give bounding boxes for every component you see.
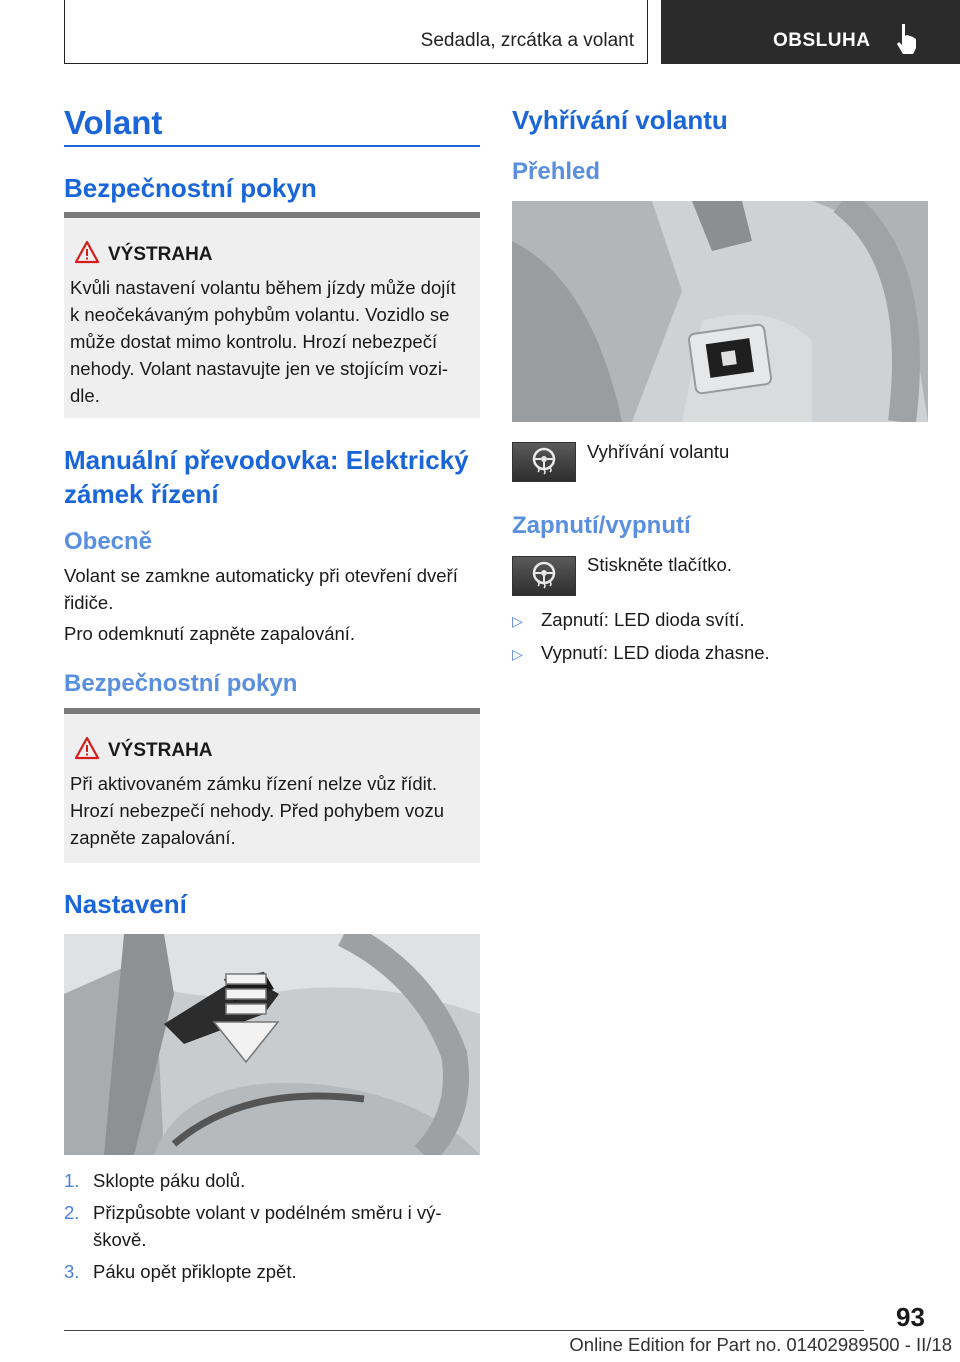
general-heading: Obecně [64, 528, 153, 555]
warning-line: Hrozí nebezpečí nehody. Před pohybem vozu [70, 800, 444, 821]
text-line: Volant se zamkne automaticky při otevření dveří [64, 565, 458, 586]
warning-triangle-icon [74, 240, 100, 264]
list-item [512, 639, 928, 672]
warning-text [70, 770, 470, 851]
warning-text [70, 274, 470, 409]
list-item [512, 606, 928, 639]
bullet-text: Vypnutí: LED dioda zhasne. [541, 642, 770, 663]
heading-line: Manuální převodovka: Elektrický [64, 445, 469, 475]
press-button-text: Stiskněte tlačítko. [587, 554, 732, 575]
warning-line: k neočekávaným pohybům volantu. Vozidlo se [70, 304, 450, 325]
heated-wheel-button-image [512, 442, 576, 482]
step-text: Sklopte páku dolů. [93, 1170, 246, 1191]
unlock-text: Pro odemknutí zapněte zapalování. [64, 623, 356, 644]
warning-box-2 [64, 708, 480, 863]
warning-box-1 [64, 212, 480, 418]
header-section-title: Sedadla, zrcátka a volant [420, 30, 634, 51]
step-text: Páku opět přiklopte zpět. [93, 1261, 297, 1282]
page-number: 93 [896, 1302, 925, 1332]
pointing-hand-icon [893, 22, 921, 56]
general-text [64, 562, 480, 616]
step-text: Přizpůsobte volant v podélném směru i vý- [93, 1202, 442, 1223]
safety-heading-2: Bezpečnostní pokyn [64, 670, 298, 697]
page-title: Volant [64, 104, 163, 141]
list-item [64, 1167, 480, 1199]
heading-line: zámek řízení [64, 479, 219, 509]
heated-steering-wheel-icon [513, 557, 575, 595]
list-item [64, 1199, 480, 1258]
header-chapter-tab [661, 0, 960, 64]
footer-rule [64, 1330, 864, 1331]
warning-title: VÝSTRAHA [108, 244, 213, 265]
manual-transmission-heading [64, 443, 469, 511]
warning-line: Při aktivovaném zámku řízení nelze vůz řídit. [70, 773, 438, 794]
list-item [64, 1258, 480, 1290]
header-chapter-label: OBSLUHA [773, 30, 871, 51]
steering-column-illustration [512, 201, 928, 422]
warning-title: VÝSTRAHA [108, 740, 213, 761]
heated-wheel-button-image [512, 556, 576, 596]
heated-steering-wheel-icon [513, 443, 575, 481]
overview-heading: Přehled [512, 158, 601, 185]
step-number: 2. [64, 1202, 80, 1223]
bullet-list [512, 606, 928, 672]
safety-heading: Bezpečnostní pokyn [64, 173, 317, 203]
warning-line: zapněte zapalování. [70, 827, 236, 848]
bullet-arrow-icon: ▷ [512, 613, 523, 629]
button-caption: Vyhřívání volantu [587, 441, 730, 462]
title-rule [64, 145, 480, 147]
warning-triangle-icon [74, 736, 100, 760]
step-number: 1. [64, 1170, 80, 1191]
warning-line: Kvůli nastavení volantu během jízdy může dojít [70, 277, 456, 298]
heated-wheel-heading: Vyhřívání volantu [512, 105, 728, 135]
text-line: řidiče. [64, 592, 114, 613]
step-number: 3. [64, 1261, 80, 1282]
steps-list [64, 1167, 480, 1290]
footer-edition: Online Edition for Part no. 01402989500 - II/18 [569, 1334, 952, 1355]
on-off-heading: Zapnutí/vypnutí [512, 512, 691, 539]
settings-heading: Nastavení [64, 889, 187, 919]
step-text: škově. [93, 1229, 147, 1250]
bullet-text: Zapnutí: LED dioda svítí. [541, 609, 745, 630]
warning-line: dle. [70, 385, 100, 406]
warning-line: může dostat mimo kontrolu. Hrozí nebezpečí [70, 331, 438, 352]
steering-lever-illustration [64, 934, 480, 1155]
bullet-arrow-icon: ▷ [512, 646, 523, 662]
warning-line: nehody. Volant nastavujte jen ve stojícím vozi- [70, 358, 449, 379]
